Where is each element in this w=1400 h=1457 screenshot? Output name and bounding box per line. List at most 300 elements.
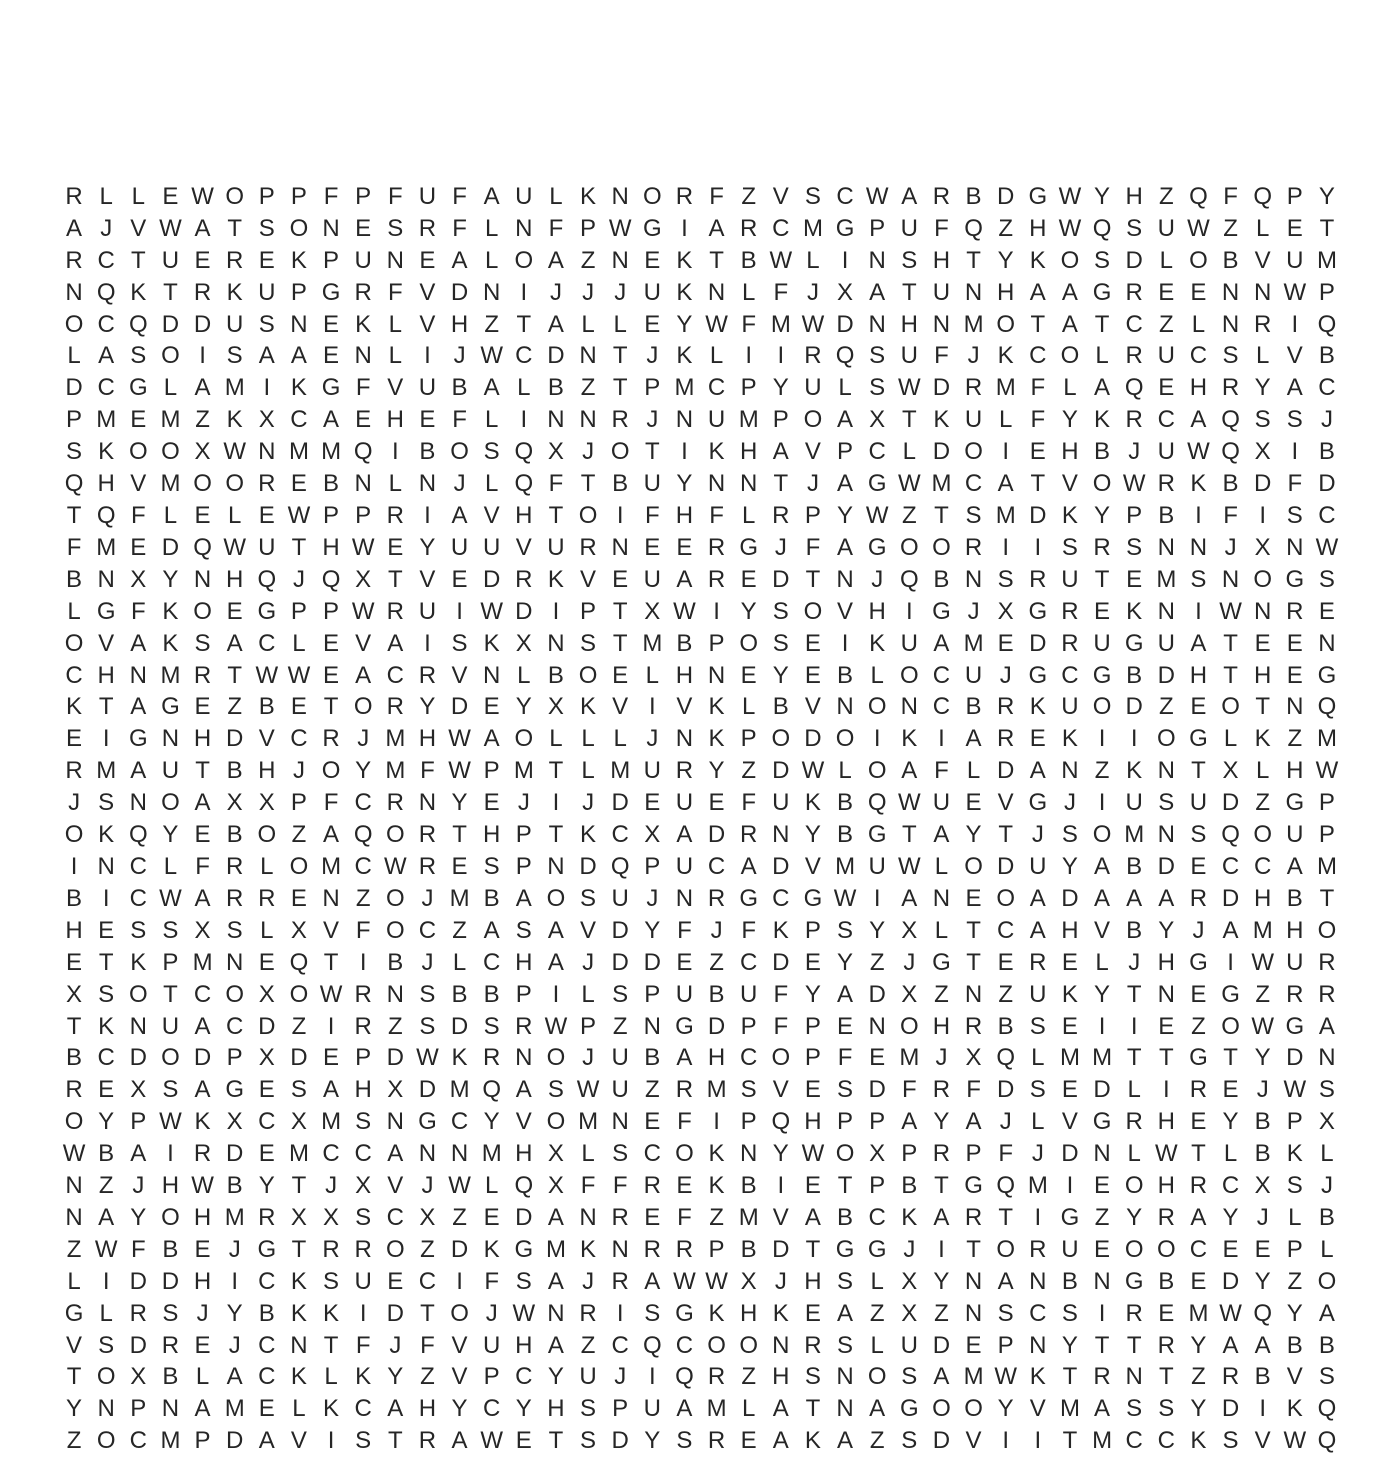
grid-letter[interactable]: K — [98, 1012, 115, 1040]
grid-letter[interactable]: H — [740, 1299, 758, 1327]
grid-letter[interactable]: E — [483, 693, 500, 721]
grid-letter[interactable]: J — [228, 1331, 241, 1359]
grid-letter[interactable]: N — [418, 470, 437, 498]
grid-letter[interactable]: M — [1092, 1427, 1113, 1455]
grid-letter[interactable]: K — [1190, 470, 1207, 498]
grid-letter[interactable]: Q — [482, 1076, 502, 1104]
grid-letter[interactable]: D — [547, 342, 565, 370]
grid-letter[interactable]: N — [579, 342, 597, 370]
grid-letter[interactable]: B — [612, 470, 629, 498]
grid-letter[interactable]: L — [388, 310, 402, 338]
grid-letter[interactable]: V — [451, 1363, 468, 1391]
grid-letter[interactable]: B — [676, 629, 693, 657]
grid-letter[interactable]: D — [1093, 1076, 1111, 1104]
grid-letter[interactable]: B — [66, 565, 83, 593]
grid-letter[interactable]: T — [998, 821, 1014, 849]
grid-letter[interactable]: I — [1162, 1076, 1170, 1104]
grid-letter[interactable]: Z — [580, 374, 596, 402]
grid-letter[interactable]: O — [514, 725, 534, 753]
grid-letter[interactable]: G — [1285, 565, 1305, 593]
grid-letter[interactable]: K — [1029, 693, 1046, 721]
grid-letter[interactable]: R — [193, 1140, 212, 1168]
grid-letter[interactable]: K — [708, 725, 725, 753]
grid-letter[interactable]: M — [224, 1203, 245, 1231]
grid-letter[interactable]: R — [740, 821, 758, 849]
grid-letter[interactable]: O — [739, 1331, 759, 1359]
grid-letter[interactable]: A — [901, 1108, 918, 1136]
grid-letter[interactable]: V — [965, 1427, 982, 1455]
grid-letter[interactable]: F — [934, 342, 949, 370]
grid-letter[interactable]: I — [327, 1012, 335, 1040]
grid-letter[interactable]: I — [327, 1427, 335, 1455]
grid-letter[interactable]: E — [194, 502, 211, 530]
grid-letter[interactable]: B — [772, 693, 789, 721]
grid-letter[interactable]: A — [547, 310, 564, 338]
grid-letter[interactable]: K — [1190, 1427, 1207, 1455]
grid-letter[interactable]: U — [868, 852, 886, 880]
grid-letter[interactable]: Y — [419, 693, 436, 721]
grid-letter[interactable]: Z — [709, 1203, 724, 1231]
grid-letter[interactable]: Q — [675, 1363, 694, 1391]
grid-letter[interactable]: D — [418, 1076, 437, 1104]
grid-letter[interactable]: S — [837, 1267, 854, 1295]
grid-letter[interactable]: S — [1094, 246, 1111, 274]
grid-letter[interactable]: N — [1125, 1363, 1143, 1391]
grid-letter[interactable]: X — [644, 597, 661, 625]
grid-letter[interactable]: L — [1320, 1235, 1334, 1263]
grid-letter[interactable]: C — [1125, 310, 1143, 338]
grid-letter[interactable]: F — [901, 1076, 917, 1104]
grid-letter[interactable]: E — [1190, 852, 1207, 880]
grid-letter[interactable]: E — [644, 310, 661, 338]
grid-letter[interactable]: A — [515, 1076, 532, 1104]
grid-letter[interactable]: P — [66, 406, 83, 434]
grid-letter[interactable]: E — [1061, 1076, 1078, 1104]
grid-letter[interactable]: F — [934, 757, 949, 785]
grid-letter[interactable]: S — [837, 1331, 854, 1359]
grid-letter[interactable]: W — [1315, 533, 1339, 561]
grid-letter[interactable]: G — [161, 693, 180, 721]
grid-letter[interactable]: H — [804, 1108, 822, 1136]
grid-letter[interactable]: J — [132, 1172, 145, 1200]
grid-letter[interactable]: D — [836, 310, 854, 338]
grid-letter[interactable]: K — [1254, 725, 1271, 753]
grid-letter[interactable]: N — [515, 1044, 533, 1072]
grid-letter[interactable]: T — [98, 948, 114, 976]
grid-letter[interactable]: O — [1189, 246, 1208, 274]
grid-letter[interactable]: N — [129, 1012, 147, 1040]
grid-letter[interactable]: L — [195, 1363, 210, 1391]
grid-letter[interactable]: C — [1157, 1427, 1175, 1455]
grid-letter[interactable]: T — [1223, 661, 1238, 689]
grid-letter[interactable]: Q — [353, 438, 373, 466]
grid-letter[interactable]: O — [128, 980, 148, 1008]
grid-letter[interactable]: D — [611, 1427, 629, 1455]
grid-letter[interactable]: M — [738, 406, 759, 434]
grid-letter[interactable]: K — [323, 1299, 340, 1327]
grid-letter[interactable]: B — [1126, 916, 1143, 944]
grid-letter[interactable]: P — [837, 1108, 854, 1136]
grid-letter[interactable]: S — [1029, 1012, 1046, 1040]
grid-letter[interactable]: C — [1318, 374, 1336, 402]
grid-letter[interactable]: L — [1095, 342, 1109, 370]
grid-letter[interactable]: E — [1061, 1012, 1078, 1040]
grid-letter[interactable]: N — [1061, 757, 1079, 785]
grid-letter[interactable]: M — [160, 406, 181, 434]
grid-letter[interactable]: C — [418, 1267, 437, 1295]
grid-letter[interactable]: S — [1318, 1076, 1335, 1104]
grid-letter[interactable]: X — [997, 597, 1014, 625]
grid-letter[interactable]: N — [1093, 1267, 1111, 1295]
grid-letter[interactable]: U — [740, 980, 758, 1008]
grid-letter[interactable]: X — [515, 629, 532, 657]
grid-letter[interactable]: F — [741, 310, 757, 338]
grid-letter[interactable]: N — [611, 533, 629, 561]
grid-letter[interactable]: R — [258, 1203, 276, 1231]
grid-letter[interactable]: A — [130, 1140, 147, 1168]
grid-letter[interactable]: E — [98, 916, 115, 944]
grid-letter[interactable]: R — [129, 1299, 147, 1327]
grid-letter[interactable]: K — [290, 374, 307, 402]
grid-letter[interactable]: C — [772, 214, 790, 242]
grid-letter[interactable]: S — [162, 1299, 179, 1327]
grid-letter[interactable]: S — [483, 852, 500, 880]
grid-letter[interactable]: N — [836, 1363, 854, 1391]
grid-letter[interactable]: Z — [612, 1012, 628, 1040]
grid-letter[interactable]: U — [643, 757, 661, 785]
grid-letter[interactable]: G — [1221, 980, 1240, 1008]
grid-letter[interactable]: J — [967, 342, 980, 370]
grid-letter[interactable]: X — [226, 789, 243, 817]
grid-letter[interactable]: P — [226, 1044, 243, 1072]
grid-letter[interactable]: B — [1158, 502, 1175, 530]
grid-letter[interactable]: T — [548, 821, 564, 849]
grid-letter[interactable]: Y — [1094, 980, 1111, 1008]
grid-letter[interactable]: A — [258, 1427, 275, 1455]
grid-letter[interactable]: Y — [451, 1395, 468, 1423]
grid-letter[interactable]: S — [483, 1012, 500, 1040]
grid-letter[interactable]: E — [258, 246, 275, 274]
grid-letter[interactable]: R — [1254, 310, 1272, 338]
grid-letter[interactable]: S — [612, 980, 629, 1008]
grid-letter[interactable]: R — [1125, 406, 1143, 434]
grid-letter[interactable]: D — [1029, 502, 1047, 530]
grid-letter[interactable]: A — [869, 1395, 886, 1423]
grid-letter[interactable]: N — [515, 214, 533, 242]
grid-letter[interactable]: U — [418, 374, 437, 402]
grid-letter[interactable]: E — [1061, 948, 1078, 976]
grid-letter[interactable]: K — [580, 1235, 597, 1263]
grid-letter[interactable]: D — [1221, 789, 1240, 817]
grid-letter[interactable]: M — [224, 374, 245, 402]
grid-letter[interactable]: J — [517, 789, 530, 817]
grid-letter[interactable]: S — [258, 310, 275, 338]
grid-letter[interactable]: L — [1063, 374, 1077, 402]
grid-letter[interactable]: V — [323, 916, 340, 944]
grid-letter[interactable]: N — [1286, 693, 1304, 721]
grid-letter[interactable]: O — [64, 1108, 84, 1136]
grid-letter[interactable]: Y — [837, 502, 854, 530]
grid-letter[interactable]: D — [450, 1012, 469, 1040]
grid-letter[interactable]: S — [290, 1076, 307, 1104]
grid-letter[interactable]: Z — [580, 246, 596, 274]
grid-letter[interactable]: V — [419, 278, 436, 306]
grid-letter[interactable]: I — [520, 406, 528, 434]
grid-letter[interactable]: B — [483, 980, 500, 1008]
grid-letter[interactable]: O — [161, 342, 180, 370]
grid-letter[interactable]: G — [1092, 278, 1112, 306]
grid-letter[interactable]: G — [257, 1235, 277, 1263]
grid-letter[interactable]: W — [1251, 948, 1275, 976]
grid-letter[interactable]: I — [873, 725, 881, 753]
grid-letter[interactable]: J — [100, 214, 113, 242]
grid-letter[interactable]: F — [323, 789, 339, 817]
grid-letter[interactable]: N — [65, 1172, 83, 1200]
grid-letter[interactable]: G — [1189, 1044, 1208, 1072]
grid-letter[interactable]: O — [996, 310, 1016, 338]
grid-letter[interactable]: J — [453, 342, 466, 370]
grid-letter[interactable]: K — [708, 1172, 725, 1200]
grid-letter[interactable]: U — [1061, 1235, 1079, 1263]
grid-letter[interactable]: E — [515, 1427, 532, 1455]
grid-letter[interactable]: T — [901, 821, 917, 849]
grid-letter[interactable]: A — [997, 470, 1014, 498]
grid-letter[interactable]: N — [675, 725, 694, 753]
grid-letter[interactable]: U — [643, 1395, 661, 1423]
grid-letter[interactable]: O — [932, 533, 951, 561]
grid-letter[interactable]: A — [1318, 1299, 1335, 1327]
grid-letter[interactable]: T — [934, 502, 949, 530]
grid-letter[interactable]: F — [612, 1172, 628, 1200]
grid-letter[interactable]: D — [193, 310, 212, 338]
grid-letter[interactable]: N — [354, 470, 372, 498]
grid-letter[interactable]: X — [290, 916, 307, 944]
grid-letter[interactable]: X — [130, 565, 147, 593]
grid-letter[interactable]: F — [1030, 374, 1046, 402]
grid-letter[interactable]: S — [194, 629, 211, 657]
grid-letter[interactable]: A — [1190, 1203, 1207, 1231]
grid-letter[interactable]: N — [772, 821, 790, 849]
grid-letter[interactable]: N — [707, 278, 726, 306]
grid-letter[interactable]: I — [681, 438, 688, 466]
grid-letter[interactable]: L — [1095, 948, 1109, 976]
grid-letter[interactable]: D — [1061, 1140, 1079, 1168]
grid-letter[interactable]: N — [932, 884, 951, 912]
grid-letter[interactable]: M — [995, 374, 1016, 402]
grid-letter[interactable]: M — [385, 757, 406, 785]
grid-letter[interactable]: D — [932, 1427, 951, 1455]
grid-letter[interactable]: S — [1061, 821, 1078, 849]
grid-letter[interactable]: H — [804, 1267, 822, 1295]
grid-letter[interactable]: R — [65, 182, 83, 210]
grid-letter[interactable]: P — [355, 502, 372, 530]
grid-letter[interactable]: O — [675, 1140, 694, 1168]
grid-letter[interactable]: N — [547, 629, 565, 657]
grid-letter[interactable]: F — [677, 1108, 692, 1136]
grid-letter[interactable]: S — [1222, 342, 1239, 370]
grid-letter[interactable]: B — [66, 884, 83, 912]
grid-letter[interactable]: R — [1189, 1076, 1208, 1104]
grid-letter[interactable]: W — [351, 597, 375, 625]
grid-letter[interactable]: J — [1320, 1172, 1333, 1200]
grid-letter[interactable]: E — [804, 1172, 821, 1200]
grid-letter[interactable]: I — [167, 1140, 174, 1168]
grid-letter[interactable]: S — [1286, 1172, 1303, 1200]
grid-letter[interactable]: V — [515, 1108, 532, 1136]
grid-letter[interactable]: P — [290, 789, 307, 817]
grid-letter[interactable]: C — [611, 821, 629, 849]
grid-letter[interactable]: M — [321, 852, 342, 880]
grid-letter[interactable]: L — [1223, 1140, 1238, 1168]
grid-letter[interactable]: M — [642, 629, 663, 657]
grid-letter[interactable]: H — [1189, 661, 1208, 689]
grid-letter[interactable]: Q — [289, 948, 309, 976]
grid-letter[interactable]: N — [1221, 310, 1240, 338]
grid-letter[interactable]: F — [1030, 406, 1046, 434]
grid-letter[interactable]: B — [933, 565, 950, 593]
grid-letter[interactable]: I — [1098, 1299, 1106, 1327]
grid-letter[interactable]: K — [194, 1108, 211, 1136]
grid-letter[interactable]: E — [194, 821, 211, 849]
grid-letter[interactable]: E — [740, 661, 757, 689]
grid-letter[interactable]: R — [1061, 629, 1079, 657]
grid-letter[interactable]: B — [740, 1235, 757, 1263]
grid-letter[interactable]: E — [1318, 597, 1335, 625]
grid-letter[interactable]: T — [966, 916, 981, 944]
grid-letter[interactable]: C — [483, 1395, 501, 1423]
grid-letter[interactable]: P — [644, 374, 661, 402]
grid-letter[interactable]: C — [707, 852, 726, 880]
grid-letter[interactable]: G — [1028, 789, 1048, 817]
grid-letter[interactable]: R — [354, 278, 372, 306]
grid-letter[interactable]: O — [225, 470, 245, 498]
grid-letter[interactable]: S — [676, 1427, 693, 1455]
grid-letter[interactable]: S — [419, 980, 436, 1008]
grid-letter[interactable]: K — [676, 246, 693, 274]
grid-letter[interactable]: P — [355, 182, 372, 210]
grid-letter[interactable]: U — [515, 182, 533, 210]
grid-letter[interactable]: T — [291, 1235, 307, 1263]
grid-letter[interactable]: U — [611, 884, 629, 912]
grid-letter[interactable]: I — [1227, 948, 1234, 976]
grid-letter[interactable]: T — [966, 948, 981, 976]
grid-letter[interactable]: A — [1061, 278, 1078, 306]
grid-letter[interactable]: I — [1002, 1427, 1010, 1455]
grid-letter[interactable]: C — [1318, 502, 1336, 530]
grid-letter[interactable]: W — [191, 182, 214, 210]
grid-letter[interactable]: C — [1061, 661, 1079, 689]
grid-letter[interactable]: D — [450, 693, 469, 721]
grid-letter[interactable]: S — [997, 565, 1014, 593]
grid-letter[interactable]: E — [258, 1076, 275, 1104]
grid-letter[interactable]: C — [1221, 852, 1240, 880]
grid-letter[interactable]: L — [806, 246, 820, 274]
grid-letter[interactable]: P — [1286, 1108, 1303, 1136]
grid-letter[interactable]: O — [161, 1203, 180, 1231]
grid-letter[interactable]: H — [1157, 1108, 1175, 1136]
grid-letter[interactable]: T — [1191, 757, 1206, 785]
grid-letter[interactable]: P — [323, 502, 340, 530]
grid-letter[interactable]: X — [869, 1140, 886, 1168]
grid-letter[interactable]: W — [801, 1140, 825, 1168]
grid-letter[interactable]: P — [162, 948, 179, 976]
grid-letter[interactable]: K — [130, 948, 147, 976]
grid-letter[interactable]: G — [739, 884, 759, 912]
grid-letter[interactable]: J — [196, 1299, 209, 1327]
grid-letter[interactable]: A — [1126, 884, 1143, 912]
grid-letter[interactable]: X — [387, 1076, 404, 1104]
grid-letter[interactable]: T — [612, 374, 628, 402]
grid-letter[interactable]: T — [323, 948, 339, 976]
grid-letter[interactable]: W — [1219, 597, 1242, 625]
grid-letter[interactable]: N — [740, 470, 758, 498]
grid-letter[interactable]: K — [290, 246, 307, 274]
grid-letter[interactable]: V — [130, 214, 147, 242]
grid-letter[interactable]: W — [416, 1044, 439, 1072]
grid-letter[interactable]: F — [420, 757, 435, 785]
grid-letter[interactable]: R — [418, 1427, 437, 1455]
grid-letter[interactable]: K — [580, 182, 597, 210]
grid-letter[interactable]: O — [964, 852, 983, 880]
grid-letter[interactable]: J — [614, 1363, 627, 1391]
grid-letter[interactable]: U — [1157, 629, 1175, 657]
grid-letter[interactable]: D — [1125, 246, 1143, 274]
grid-letter[interactable]: Z — [998, 980, 1014, 1008]
grid-letter[interactable]: P — [708, 629, 725, 657]
grid-letter[interactable]: W — [94, 1235, 118, 1263]
grid-letter[interactable]: A — [708, 214, 725, 242]
grid-letter[interactable]: V — [355, 629, 372, 657]
grid-letter[interactable]: V — [290, 1427, 307, 1455]
grid-letter[interactable]: J — [806, 278, 819, 306]
grid-letter[interactable]: L — [645, 661, 659, 689]
grid-letter[interactable]: S — [772, 629, 789, 657]
grid-letter[interactable]: L — [581, 310, 595, 338]
grid-letter[interactable]: S — [515, 1267, 532, 1295]
grid-letter[interactable]: V — [419, 565, 436, 593]
grid-letter[interactable]: V — [98, 629, 115, 657]
grid-letter[interactable]: K — [1286, 1140, 1303, 1168]
grid-letter[interactable]: V — [772, 1203, 789, 1231]
grid-letter[interactable]: K — [98, 438, 115, 466]
grid-letter[interactable]: O — [1156, 725, 1176, 753]
grid-letter[interactable]: Z — [1255, 789, 1271, 817]
grid-letter[interactable]: I — [1034, 1203, 1042, 1231]
grid-letter[interactable]: D — [1221, 1395, 1240, 1423]
grid-letter[interactable]: W — [897, 852, 921, 880]
grid-letter[interactable]: I — [456, 597, 463, 625]
grid-letter[interactable]: N — [900, 693, 918, 721]
grid-letter[interactable]: J — [357, 725, 370, 753]
grid-letter[interactable]: Y — [98, 1108, 115, 1136]
grid-letter[interactable]: D — [483, 565, 501, 593]
grid-letter[interactable]: J — [582, 1044, 595, 1072]
grid-letter[interactable]: S — [1126, 214, 1143, 242]
grid-letter[interactable]: K — [290, 1299, 307, 1327]
grid-letter[interactable]: T — [1094, 565, 1110, 593]
grid-letter[interactable]: E — [965, 789, 982, 817]
grid-letter[interactable]: G — [96, 597, 116, 625]
grid-letter[interactable]: Q — [1092, 214, 1112, 242]
grid-letter[interactable]: F — [355, 374, 371, 402]
grid-letter[interactable]: K — [547, 565, 564, 593]
grid-letter[interactable]: N — [547, 852, 565, 880]
grid-letter[interactable]: S — [258, 214, 275, 242]
grid-letter[interactable]: E — [355, 406, 372, 434]
grid-letter[interactable]: J — [582, 278, 595, 306]
grid-letter[interactable]: G — [418, 1108, 437, 1136]
grid-letter[interactable]: H — [354, 1076, 372, 1104]
